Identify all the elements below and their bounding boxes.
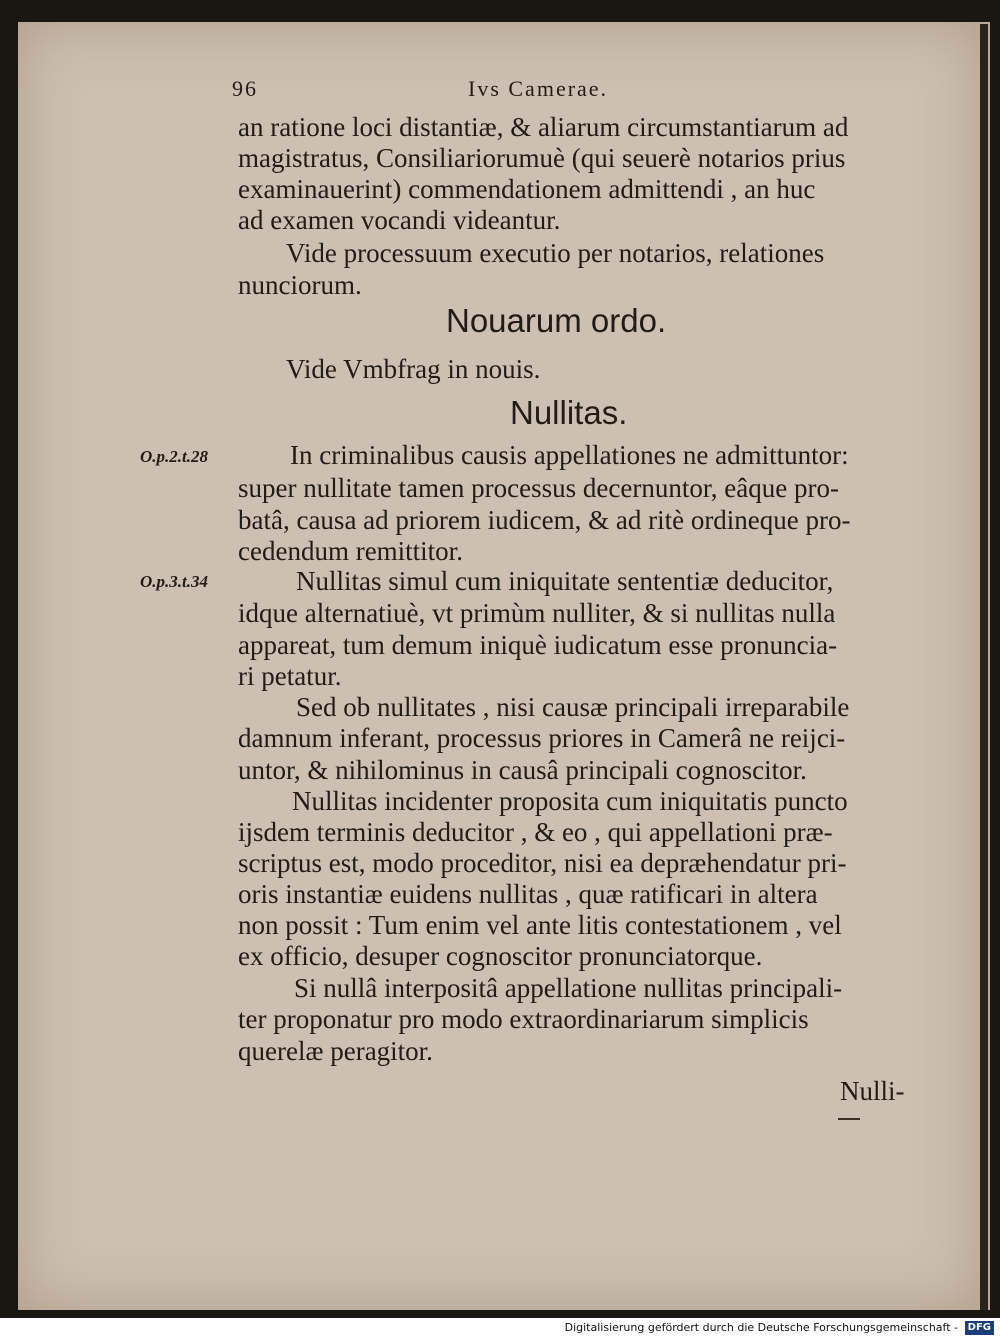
text-line: non possit : Tum enim vel ante litis contestationem , vel — [238, 910, 842, 940]
section-title-nouarum: Nouarum ordo. — [446, 302, 667, 339]
text-line: Sed ob nullitates , nisi causæ principali irreparabile — [296, 692, 850, 722]
text-line: ijsdem terminis deducitor , & eo , qui appellationi præ- — [238, 817, 833, 847]
text-line: oris instantiæ euidens nullitas , quæ ratificari in altera — [238, 879, 818, 909]
text-line: magistratus, Consiliariorumuè (qui seuerè notarios prius — [238, 143, 846, 173]
text-line: Si nullâ interpositâ appellatione nullitas principali- — [294, 973, 843, 1003]
text-line: ri petatur. — [238, 661, 342, 691]
text-line: idque alternatiuè, vt primùm nulliter, & si nullitas nulla — [238, 598, 836, 628]
text-line: ex officio, desuper cognoscitor pronunciatorque. — [238, 941, 763, 971]
text-line: examinauerint) commendationem admittendi , an huc — [238, 174, 816, 204]
text-line: Nullitas simul cum iniquitate sententiæ deducitor, — [296, 566, 834, 596]
text-line: ter proponatur pro modo extraordinariarum simplicis — [238, 1004, 809, 1034]
text-line: ad examen vocandi videantur. — [238, 205, 561, 235]
dfg-logo: DFG — [965, 1321, 994, 1335]
footer-bar — [0, 1318, 1000, 1339]
text-line: cedendum remittitor. — [238, 536, 463, 566]
margin-note: O.p.3.t.34 — [140, 572, 208, 591]
text-line: In criminalibus causis appellationes ne admittuntor: — [290, 440, 849, 470]
text-line: untor, & nihilominus in causâ principali cognoscitor. — [238, 755, 807, 785]
catchword-rule — [838, 1118, 860, 1120]
page-number: 96 — [232, 76, 258, 101]
catchword: Nulli- — [840, 1076, 905, 1106]
text-line: scriptus est, modo proceditor, nisi ea depræhendatur pri- — [238, 848, 847, 878]
footer-credit: Digitalisierung gefördert durch die Deutsche Forschungsgemeinschaft - — [564, 1321, 958, 1334]
section-title-nullitas: Nullitas. — [510, 394, 628, 431]
text-line: Nullitas incidenter proposita cum iniquitatis puncto — [292, 786, 848, 816]
text-line: an ratione loci distantiæ, & aliarum circumstantiarum ad — [238, 112, 849, 142]
text-line: Vide Vmbfrag in nouis. — [286, 354, 541, 384]
text-line: damnum inferant, processus priores in Camerâ ne reijci- — [238, 723, 846, 753]
text-line: nunciorum. — [238, 270, 362, 300]
text-line: appareat, tum demum iniquè iudicatum esse pronuncia- — [238, 630, 838, 660]
margin-note: O.p.2.t.28 — [140, 447, 208, 466]
running-title: Ivs Camerae. — [468, 76, 609, 101]
text-line: Vide processuum executio per notarios, relationes — [286, 238, 825, 268]
text-line: super nullitate tamen processus decernuntor, eâque pro- — [238, 473, 839, 503]
page-edge — [980, 24, 988, 1310]
text-line: querelæ peragitor. — [238, 1036, 433, 1066]
text-line: batâ, causa ad priorem iudicem, & ad ritè ordineque pro- — [238, 505, 851, 535]
